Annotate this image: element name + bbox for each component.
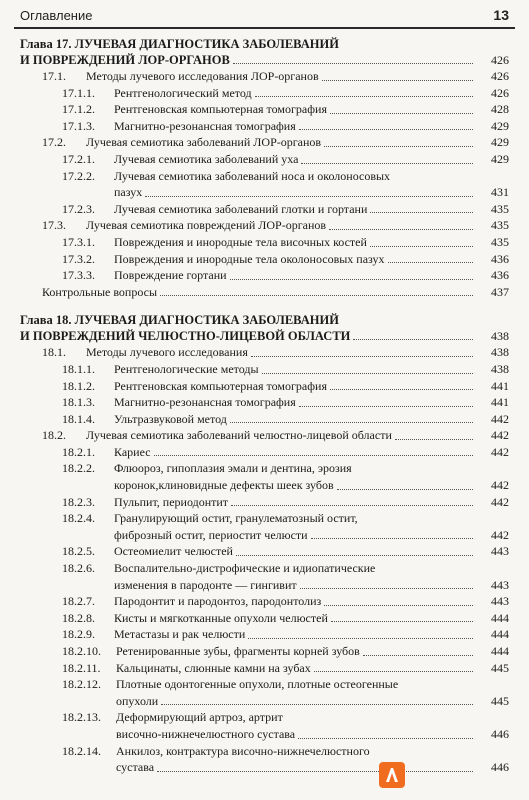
- entry-continuation: [62, 726, 475, 743]
- entry-first-line: [62, 676, 475, 693]
- toc-entry[interactable]: [20, 676, 509, 709]
- dot-leader: [160, 284, 473, 297]
- toc-entry[interactable]: [20, 101, 509, 118]
- dot-leader: [161, 693, 473, 706]
- entry-number: 18.2.13.: [62, 710, 101, 725]
- table-of-contents: [20, 36, 509, 788]
- entry-title: Рентгеновская компьютерная томография: [114, 102, 327, 117]
- entry-text: [62, 677, 398, 691]
- toc-entry[interactable]: [20, 234, 509, 251]
- entry-page-number: 436: [491, 251, 509, 266]
- entry-line: [62, 593, 475, 610]
- entry-line: [62, 118, 475, 135]
- toc-entry[interactable]: [20, 543, 509, 560]
- entry-page-number: 445: [491, 660, 509, 675]
- entry-continuation: [62, 759, 475, 776]
- entry-text: [62, 151, 298, 168]
- toc-entry[interactable]: [20, 394, 509, 411]
- entry-line: [62, 85, 475, 102]
- entry-line: [62, 101, 475, 118]
- entry-number: 18.2.2.: [62, 461, 95, 476]
- entry-number: 17.2.1.: [62, 151, 95, 166]
- entry-number: 17.1.1.: [62, 85, 95, 100]
- entry-number: 18.1.2.: [62, 378, 95, 393]
- dot-leader: [248, 626, 473, 639]
- entry-text: [42, 68, 319, 85]
- entry-number: 17.2.3.: [62, 201, 95, 216]
- entry-line: [62, 643, 475, 660]
- entry-number: 17.3.: [42, 218, 66, 233]
- page-number: 13: [493, 7, 509, 23]
- toc-entry[interactable]: [20, 168, 509, 201]
- entry-line: [42, 68, 475, 85]
- publisher-logo: [379, 762, 405, 788]
- entry-page-number: 435: [491, 201, 509, 216]
- toc-entry[interactable]: [20, 510, 509, 543]
- dot-leader: [300, 577, 473, 590]
- entry-text: [42, 284, 157, 301]
- entry-title: Ультразвуковой метод: [114, 411, 227, 426]
- entry-page-number: 438: [491, 361, 509, 376]
- entry-title: Повреждения и инородные тела околоносовых пазух: [114, 251, 385, 266]
- entry-continuation-text: фиброзный остит, периостит челюсти: [114, 527, 308, 542]
- header-rule: [14, 27, 515, 29]
- dot-leader: [324, 134, 473, 147]
- chapter-section: [20, 312, 509, 775]
- entry-line: [62, 543, 475, 560]
- toc-entry[interactable]: [20, 660, 509, 677]
- dot-leader: [330, 101, 473, 114]
- entry-title: Ретенированные зубы, фрагменты корней зубов: [116, 644, 360, 658]
- entry-text: [42, 427, 392, 444]
- entry-page-number: 443: [491, 544, 509, 559]
- entry-title: Рентгеновская компьютерная томография: [114, 378, 327, 393]
- title-leader: [20, 52, 475, 68]
- entry-title: Контрольные вопросы: [42, 284, 158, 299]
- entry-text: [62, 267, 227, 284]
- entry-first-line: [62, 168, 475, 185]
- entry-text: [62, 251, 385, 268]
- dot-leader: [337, 477, 473, 490]
- dot-leader: [298, 726, 473, 739]
- entry-number: 18.2.7.: [62, 594, 95, 609]
- entry-line: [62, 411, 475, 428]
- entry-line: [62, 626, 475, 643]
- entry-title: Рентгенологический метод: [114, 85, 252, 100]
- entry-line: [42, 134, 475, 151]
- entry-number: 17.1.: [42, 69, 66, 83]
- entry-number: 18.2.6.: [62, 561, 95, 576]
- entry-number: 18.2.12.: [62, 677, 101, 692]
- entry-number: 18.2.3.: [62, 494, 95, 509]
- dot-leader: [255, 85, 473, 98]
- entry-page-number: 444: [491, 610, 509, 625]
- entry-line: [62, 660, 475, 677]
- entry-line: [62, 394, 475, 411]
- entry-page-number: 446: [491, 726, 509, 741]
- entry-line: [42, 284, 475, 301]
- chapter-title[interactable]: [20, 312, 509, 344]
- entry-number: 18.2.11.: [62, 660, 101, 675]
- dot-leader: [236, 543, 473, 556]
- entry-number: 17.2.: [42, 135, 66, 150]
- entry-title: Рентгенологические методы: [114, 361, 259, 376]
- entry-text: [62, 201, 367, 218]
- entry-page-number: 426: [491, 85, 509, 100]
- entry-number: 17.3.2.: [62, 251, 95, 266]
- entry-line: [42, 427, 475, 444]
- entry-first-line: [62, 460, 475, 477]
- entry-page-number: 443: [491, 594, 509, 609]
- entry-first-line: [62, 510, 475, 527]
- entry-continuation-text: коронок,клиновидные дефекты шеек зубов: [114, 478, 334, 493]
- entry-title: Лучевая семиотика заболеваний ЛОР-органов: [86, 135, 322, 150]
- entry-line: [62, 234, 475, 251]
- entry-title: Лучевая семиотика заболеваний челюстно-лицевой области: [86, 428, 392, 443]
- entry-text: [62, 626, 245, 643]
- entry-page-number: 443: [491, 577, 509, 592]
- entry-continuation-text: височно-нижнечелюстного сустава: [116, 726, 296, 741]
- dot-leader: [231, 494, 473, 507]
- entry-title: Повреждения и инородные тела височных костей: [114, 234, 367, 249]
- toc-entry[interactable]: [20, 267, 509, 284]
- toc-entry[interactable]: [20, 560, 509, 593]
- dot-leader: [311, 527, 473, 540]
- entry-title: Лучевая семиотика заболеваний уха: [114, 151, 299, 166]
- entry-title: Магнитно-резонансная томография: [114, 118, 296, 133]
- toc-entry[interactable]: [20, 68, 509, 85]
- publisher-logo-icon: [379, 762, 405, 788]
- entry-page-number: 429: [491, 135, 509, 150]
- toc-entry[interactable]: [20, 118, 509, 135]
- entry-line: [62, 201, 475, 218]
- entry-text: [62, 710, 283, 724]
- toc-entry[interactable]: [20, 284, 509, 301]
- entry-first-line: [62, 560, 475, 577]
- entry-number: 17.2.2.: [62, 168, 95, 183]
- entry-number: 18.2.4.: [62, 511, 95, 526]
- entry-text: [62, 511, 358, 525]
- dot-leader: [299, 394, 473, 407]
- title-text: И ПОВРЕЖДЕНИЙ ЧЕЛЮСТНО-ЛИЦЕВОЙ ОБЛАСТИ: [20, 329, 351, 344]
- toc-entry[interactable]: [20, 643, 509, 660]
- dot-leader: [363, 643, 473, 656]
- dot-leader: [331, 610, 473, 623]
- dot-leader: [157, 759, 473, 772]
- toc-entry[interactable]: [20, 85, 509, 102]
- chapter-title[interactable]: [20, 36, 509, 68]
- entry-title: Остеомиелит челюстей: [114, 544, 233, 559]
- entry-text: [62, 494, 228, 511]
- entry-title: Методы лучевого исследования: [86, 345, 248, 360]
- entry-page-number: 436: [491, 268, 509, 283]
- toc-entry[interactable]: [20, 378, 509, 395]
- entry-text: [62, 234, 367, 251]
- toc-entry[interactable]: [20, 344, 509, 361]
- entry-continuation: [62, 577, 475, 594]
- entry-number: 17.1.2.: [62, 102, 95, 117]
- toc-entry[interactable]: [20, 134, 509, 151]
- toc-entry[interactable]: [20, 217, 509, 234]
- entry-number: 17.3.3.: [62, 268, 95, 283]
- dot-leader: [324, 593, 473, 606]
- toc-entry[interactable]: [20, 151, 509, 168]
- chapter-title-line: Глава 17. ЛУЧЕВАЯ ДИАГНОСТИКА ЗАБОЛЕВАНИЙ: [20, 37, 339, 51]
- dot-leader: [230, 411, 473, 424]
- entry-text: [42, 217, 326, 234]
- entry-title: Повреждение гортани: [114, 268, 227, 283]
- entry-text: [62, 101, 327, 118]
- entry-line: [62, 610, 475, 627]
- entry-continuation: [62, 477, 475, 494]
- entry-title: Кальцинаты, слюнные камни на зубах: [116, 660, 311, 675]
- entry-title: Магнитно-резонансная томография: [114, 395, 296, 410]
- chapter-title-line: [20, 328, 475, 344]
- entry-continuation: [62, 184, 475, 201]
- entry-title: Гранулирующий остит, гранулематозный остит,: [114, 511, 358, 526]
- entry-page-number: 442: [491, 444, 509, 459]
- entry-page-number: 426: [491, 69, 509, 83]
- entry-text: [62, 378, 327, 395]
- entry-page-number: 442: [491, 527, 509, 542]
- entry-text: [42, 344, 248, 361]
- entry-title: Деформирующий артроз, артрит: [116, 710, 283, 725]
- entry-text: [62, 593, 321, 610]
- entry-title: Методы лучевого исследования ЛОР-органов: [86, 69, 319, 83]
- entry-line: [62, 444, 475, 461]
- dot-leader: [314, 660, 473, 673]
- entry-text: [62, 643, 360, 660]
- entry-text: [62, 118, 296, 135]
- entry-title: Флюороз, гипоплазия эмали и дентина, эрозия: [114, 461, 352, 476]
- entry-page-number: 442: [491, 428, 509, 443]
- toc-entry[interactable]: [20, 709, 509, 742]
- chapter-title-line: [20, 52, 475, 68]
- section-title: Оглавление: [20, 8, 93, 23]
- entry-number: 18.1.4.: [62, 411, 95, 426]
- dot-leader: [370, 234, 473, 247]
- entry-page-number: 429: [491, 118, 509, 133]
- entry-page-number: 442: [491, 494, 509, 509]
- entry-title: Лучевая семиотика повреждений ЛОР-органов: [86, 218, 327, 233]
- entry-text: [62, 411, 227, 428]
- entry-title: Кисты и мягкотканные опухоли челюстей: [114, 610, 328, 625]
- entry-line: [62, 378, 475, 395]
- entry-page-number: 441: [491, 395, 509, 410]
- entry-number: 18.2.5.: [62, 544, 95, 559]
- dot-leader: [262, 361, 473, 374]
- entry-continuation-text: опухоли: [116, 693, 159, 708]
- entry-page-number: 435: [491, 218, 509, 233]
- chapter-title-line: Глава 18. ЛУЧЕВАЯ ДИАГНОСТИКА ЗАБОЛЕВАНИЙ: [20, 313, 339, 328]
- entry-page-number: 442: [491, 411, 509, 426]
- entry-first-line: [62, 709, 475, 726]
- entry-title: Метастазы и рак челюсти: [114, 627, 246, 642]
- entry-continuation: [62, 527, 475, 544]
- entry-continuation-text: изменения в пародонте — гингивит: [114, 577, 297, 592]
- entry-number: 18.1.: [42, 345, 66, 360]
- chapter-section: [20, 36, 509, 300]
- dot-leader: [322, 68, 473, 81]
- entry-page-number: 435: [491, 234, 509, 249]
- entry-title: Пародонтит и пародонтоз, пародонтолиз: [114, 594, 322, 609]
- dot-leader: [233, 52, 473, 64]
- entry-text: [62, 543, 233, 560]
- dot-leader: [370, 201, 473, 214]
- dot-leader: [145, 184, 473, 197]
- dot-leader: [388, 251, 473, 264]
- dot-leader: [329, 217, 473, 230]
- dot-leader: [299, 118, 473, 131]
- entry-page-number: 446: [491, 760, 509, 775]
- dot-leader: [301, 151, 473, 164]
- entry-continuation-text: пазух: [114, 185, 143, 200]
- toc-entry[interactable]: [20, 626, 509, 643]
- entry-page-number: 445: [491, 693, 509, 708]
- toc-entry[interactable]: [20, 201, 509, 218]
- entry-text: [62, 610, 328, 627]
- entry-title: Лучевая семиотика заболеваний носа и околоносовых: [114, 168, 391, 183]
- toc-entry[interactable]: [20, 743, 509, 776]
- entry-number: 18.2.1.: [62, 444, 95, 459]
- dot-leader: [251, 344, 473, 357]
- entry-page-number: 431: [491, 185, 509, 200]
- entry-page-number: 428: [491, 102, 509, 117]
- entry-line: [62, 151, 475, 168]
- toc-entry[interactable]: [20, 251, 509, 268]
- chapter-page-number: 426: [491, 53, 509, 67]
- title-leader: [20, 328, 475, 344]
- entry-number: 18.1.3.: [62, 395, 95, 410]
- entry-page-number: 444: [491, 644, 509, 658]
- entry-line: [62, 494, 475, 511]
- entry-number: 18.2.8.: [62, 610, 95, 625]
- entry-page-number: 441: [491, 378, 509, 393]
- dot-leader: [353, 328, 473, 340]
- toc-entry[interactable]: [20, 444, 509, 461]
- toc-entry[interactable]: [20, 361, 509, 378]
- entry-number: 17.1.3.: [62, 118, 95, 133]
- entry-page-number: 442: [491, 478, 509, 493]
- entry-text: [62, 444, 151, 461]
- toc-entry[interactable]: [20, 411, 509, 428]
- dot-leader: [230, 267, 473, 280]
- entry-text: [62, 461, 352, 475]
- entry-continuation-text: сустава: [116, 760, 155, 775]
- toc-entry[interactable]: [20, 593, 509, 610]
- entry-page-number: 444: [491, 627, 509, 642]
- entry-line: [62, 361, 475, 378]
- entry-number: 18.2.: [42, 428, 66, 443]
- entry-page-number: 429: [491, 151, 509, 166]
- entry-first-line: [62, 743, 475, 760]
- entry-text: [62, 361, 259, 378]
- title-text: И ПОВРЕЖДЕНИЙ ЛОР-ОРГАНОВ: [20, 53, 230, 67]
- entry-title: Плотные одонтогенные опухоли, плотные остеогенные: [116, 677, 399, 692]
- entry-text: [42, 134, 321, 151]
- dot-leader: [154, 444, 473, 457]
- entry-number: 18.2.14.: [62, 743, 101, 758]
- entry-line: [62, 267, 475, 284]
- running-header: [20, 6, 509, 28]
- entry-text: [62, 394, 296, 411]
- entry-line: [42, 217, 475, 234]
- toc-entry[interactable]: [20, 610, 509, 627]
- dot-leader: [395, 427, 473, 440]
- entry-line: [62, 251, 475, 268]
- entry-title: Анкилоз, контрактура височно-нижнечелюстного: [116, 743, 370, 758]
- entry-number: 18.2.9.: [62, 627, 95, 642]
- entry-page-number: 438: [491, 345, 509, 360]
- entry-text: [62, 744, 370, 758]
- entry-continuation: [62, 693, 475, 710]
- chapter-page-number: 438: [491, 329, 509, 344]
- entry-number: 17.3.1.: [62, 234, 95, 249]
- entry-number: 18.1.1.: [62, 361, 95, 376]
- entry-text: [62, 85, 252, 102]
- entry-page-number: 437: [491, 284, 509, 299]
- entry-title: Лучевая семиотика заболеваний глотки и гортани: [114, 201, 368, 216]
- dot-leader: [330, 378, 473, 391]
- toc-entry[interactable]: [20, 427, 509, 444]
- entry-text: [62, 561, 375, 575]
- entry-title: Кариес: [114, 444, 151, 459]
- toc-entry[interactable]: [20, 460, 509, 493]
- entry-line: [42, 344, 475, 361]
- entry-text: [62, 169, 390, 183]
- entry-text: [62, 660, 311, 677]
- entry-title: Пульпит, периодонтит: [114, 494, 229, 509]
- entry-title: Воспалительно-дистрофические и идиопатические: [114, 561, 376, 576]
- entry-number: 18.2.10.: [62, 644, 101, 658]
- toc-entry[interactable]: [20, 494, 509, 511]
